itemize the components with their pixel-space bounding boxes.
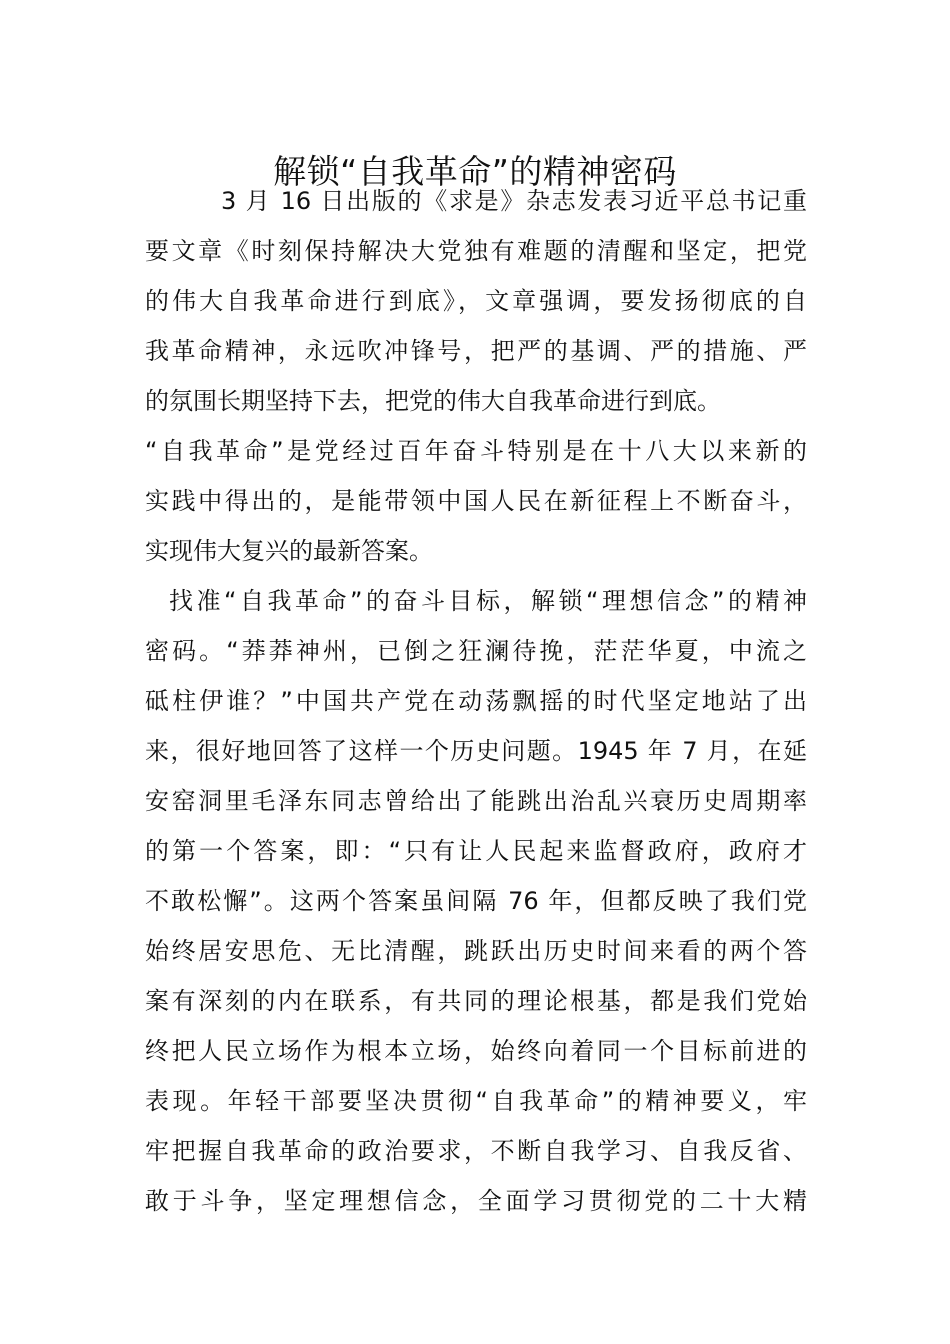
text-line: 牢把握自我革命的政治要求，不断自我学习、自我反省、 (145, 1137, 807, 1165)
text-line: 敢于斗争，坚定理想信念，全面学习贯彻党的二十大精 (145, 1187, 807, 1215)
text-line: 的伟大自我革命进行到底》，文章强调，要发扬彻底的自 (145, 287, 807, 315)
text-line: 实践中得出的，是能带领中国人民在新征程上不断奋斗， (145, 487, 807, 515)
text-line: 案有深刻的内在联系，有共同的理论根基，都是我们党始 (145, 987, 807, 1015)
text-line: 我革命精神，永远吹冲锋号，把严的基调、严的措施、严 (145, 337, 807, 365)
text-line: 实现伟大复兴的最新答案。 (145, 537, 433, 565)
document-body (145, 176, 807, 1226)
text-line: 砥柱伊谁？”中国共产党在动荡飘摇的时代坚定地站了出 (145, 687, 807, 715)
text-line: “自我革命”是党经过百年奋斗特别是在十八大以来新的 (145, 437, 807, 465)
text-line: 终把人民立场作为根本立场，始终向着同一个目标前进的 (145, 1037, 807, 1065)
text-line: 找准“自我革命”的奋斗目标，解锁“理想信念”的精神 (169, 587, 807, 615)
text-line: 始终居安思危、无比清醒，跳跃出历史时间来看的两个答 (145, 937, 807, 965)
text-line: 要文章《时刻保持解决大党独有难题的清醒和坚定，把党 (145, 237, 807, 265)
text-line: 不敢松懈”。这两个答案虽间隔 76 年，但都反映了我们党 (145, 887, 807, 915)
text-line: 的第一个答案，即：“只有让人民起来监督政府，政府才 (145, 837, 807, 865)
text-line: 的氛围长期坚持下去，把党的伟大自我革命进行到底。 (145, 387, 721, 415)
text-line: 表现。年轻干部要坚决贯彻“自我革命”的精神要义，牢 (145, 1087, 807, 1115)
document-title: 解锁“自我革命”的精神密码 (273, 152, 677, 192)
text-line: 安窑洞里毛泽东同志曾给出了能跳出治乱兴衰历史周期率 (145, 787, 807, 815)
text-line: 3 月 16 日出版的《求是》杂志发表习近平总书记重 (221, 187, 807, 215)
text-line: 来，很好地回答了这样一个历史问题。1945 年 7 月，在延 (145, 737, 807, 765)
text-line: 密码。“莽莽神州，已倒之狂澜待挽，茫茫华夏，中流之 (145, 637, 807, 665)
